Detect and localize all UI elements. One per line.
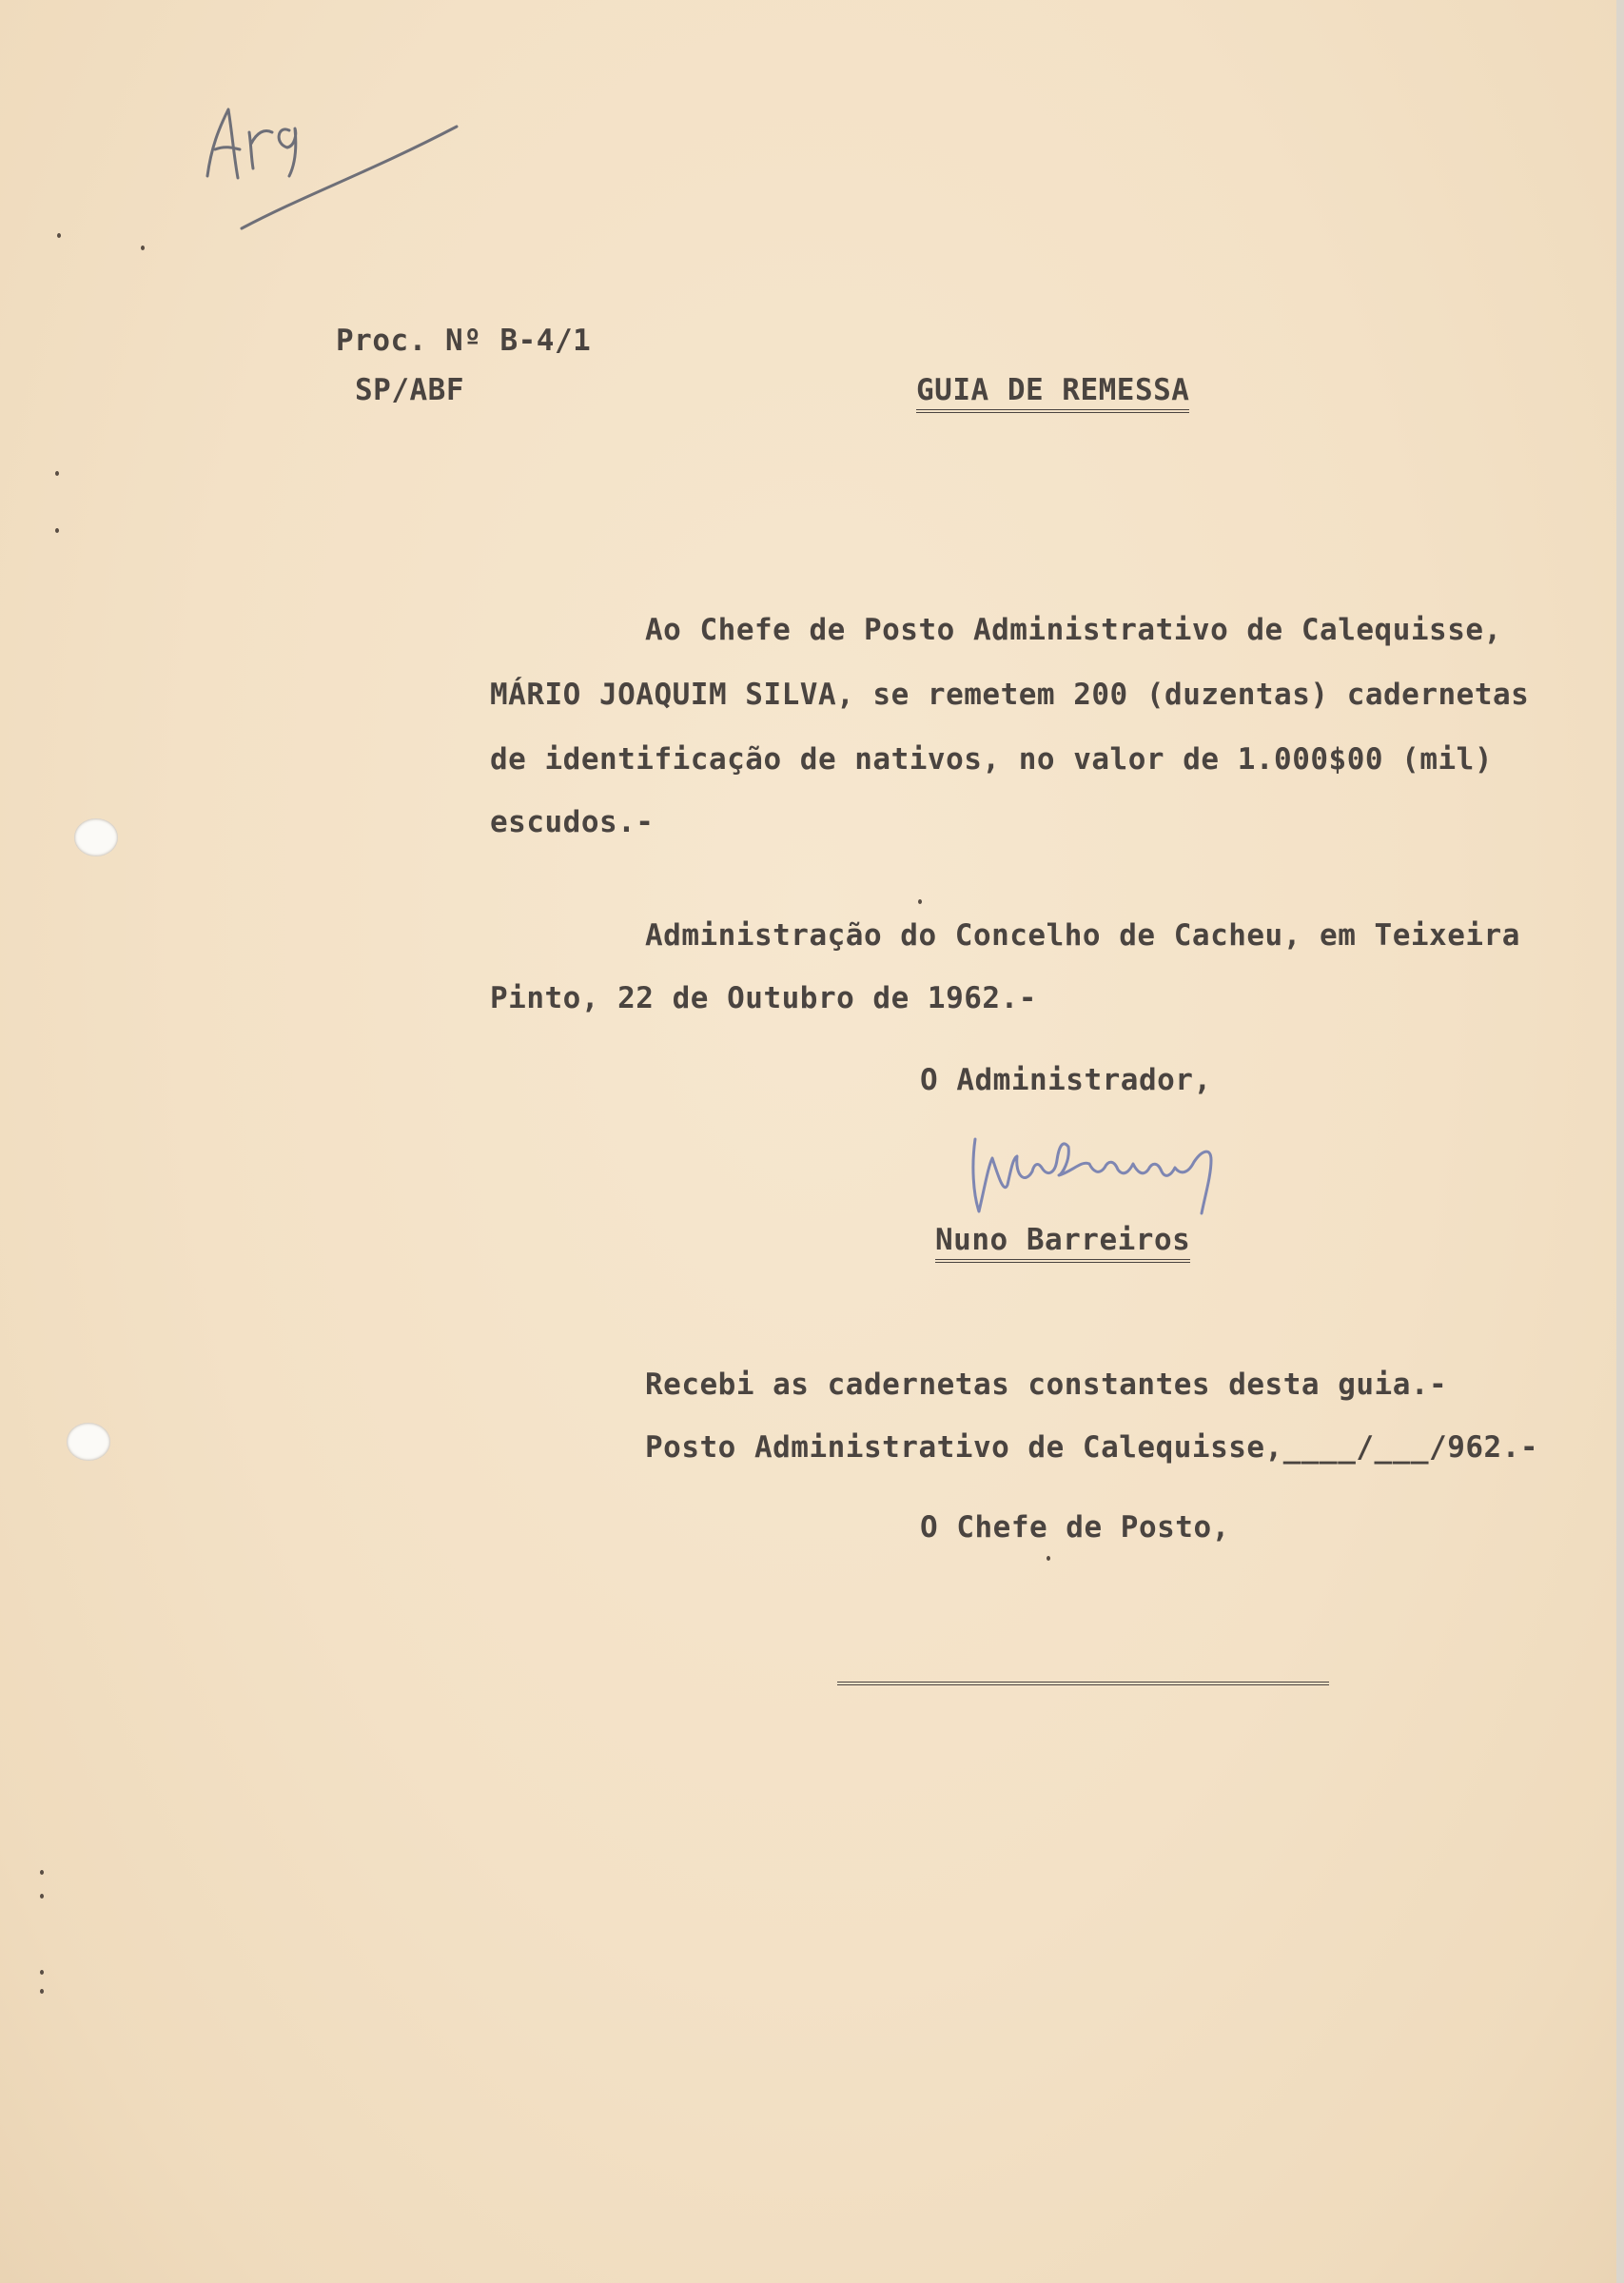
speck xyxy=(40,1989,44,1994)
proc-number: Proc. Nº B-4/1 xyxy=(336,324,592,358)
receipt-role: O Chefe de Posto, xyxy=(920,1510,1230,1545)
place-date-line-1: Administração do Concelho de Cacheu, em Teixeira xyxy=(645,918,1520,953)
speck xyxy=(57,233,61,238)
speck xyxy=(141,246,145,250)
receipt-line-2: Posto Administrativo de Calequisse,____/___/962.- xyxy=(645,1430,1539,1465)
body-line-4: escudos.- xyxy=(490,805,655,839)
speck xyxy=(1047,1556,1050,1561)
speck xyxy=(40,1894,44,1899)
reference-code: SP/ABF xyxy=(355,373,464,407)
administrator-signature xyxy=(956,1118,1337,1232)
signatory-name: Nuno Barreiros xyxy=(935,1226,1190,1263)
body-line-3: de identificação de nativos, no valor de 1.000$00 (mil) xyxy=(490,742,1493,777)
signatory-role: O Administrador, xyxy=(920,1063,1212,1097)
punch-hole-top xyxy=(74,818,118,856)
margin-note-handwriting xyxy=(190,90,476,243)
speck xyxy=(55,528,59,533)
margin-note-text: Arq xyxy=(190,90,192,91)
place-date-line-2: Pinto, 22 de Outubro de 1962.- xyxy=(490,981,1037,1015)
signature-text: NuBarreiros xyxy=(956,1118,961,1119)
body-line-1: Ao Chefe de Posto Administrativo de Calequisse, xyxy=(645,613,1502,647)
speck xyxy=(40,1870,44,1875)
speck xyxy=(918,899,922,904)
receipt-signature-line xyxy=(837,1682,1329,1685)
speck xyxy=(55,471,59,476)
speck xyxy=(40,1970,44,1975)
document-title: GUIA DE REMESSA xyxy=(916,376,1189,413)
paper-edge xyxy=(1616,0,1624,2283)
receipt-line-1: Recebi as cadernetas constantes desta guia.- xyxy=(645,1368,1448,1402)
body-line-2: MÁRIO JOAQUIM SILVA, se remetem 200 (duzentas) cadernetas xyxy=(490,678,1530,712)
punch-hole-bottom xyxy=(67,1423,110,1461)
